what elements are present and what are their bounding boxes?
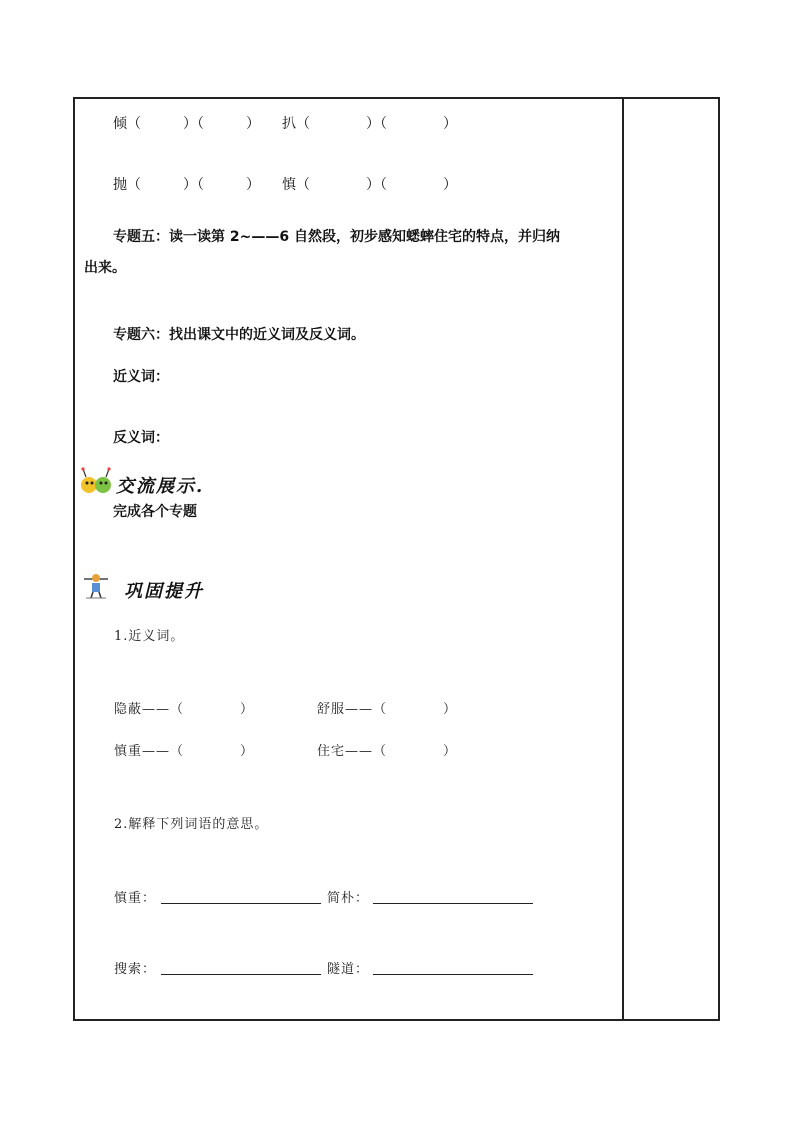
consolidate-banner: 巩固提升 [124,581,204,602]
q1-item-1: 隐蔽——（ ） [114,702,255,717]
topic5-line2: 出来。 [84,260,126,276]
q2-title: 2.解释下列词语的意思。 [114,817,269,832]
q2-label-2: 简朴： [327,891,370,906]
synonym-label: 近义词： [113,369,169,385]
q2-label-4: 隧道： [327,962,370,977]
consolidate-cartoon-icon [80,570,112,600]
q1-item-3: 慎重——（ ） [114,744,255,759]
q2-answer-line-3[interactable] [161,974,321,975]
row1-right: 扒（ ）（ ） [282,116,457,132]
row2-left: 抛（ ）（ ） [113,177,260,193]
q2-label-3: 搜索： [114,962,157,977]
q1-item-4: 住宅——（ ） [317,744,458,759]
q1-title: 1.近义词。 [114,629,185,644]
column-divider [622,97,624,1021]
q2-answer-line-4[interactable] [373,974,533,975]
exchange-cartoon-icon [78,466,114,496]
exchange-banner: 交流展示. [116,476,205,497]
row1-left: 倾（ ）（ ） [113,116,260,132]
exchange-text: 完成各个专题 [113,504,197,520]
topic5-line1: 专题五：读一读第 2~——6 自然段，初步感知蟋蟀住宅的特点，并归纳 [113,229,560,245]
topic6-title: 专题六：找出课文中的近义词及反义词。 [113,327,365,343]
q1-item-2: 舒服——（ ） [317,702,458,717]
antonym-label: 反义词： [113,430,169,446]
q2-label-1: 慎重： [114,891,157,906]
row2-right: 慎（ ）（ ） [282,177,457,193]
q2-answer-line-2[interactable] [373,903,533,904]
q2-answer-line-1[interactable] [161,903,321,904]
